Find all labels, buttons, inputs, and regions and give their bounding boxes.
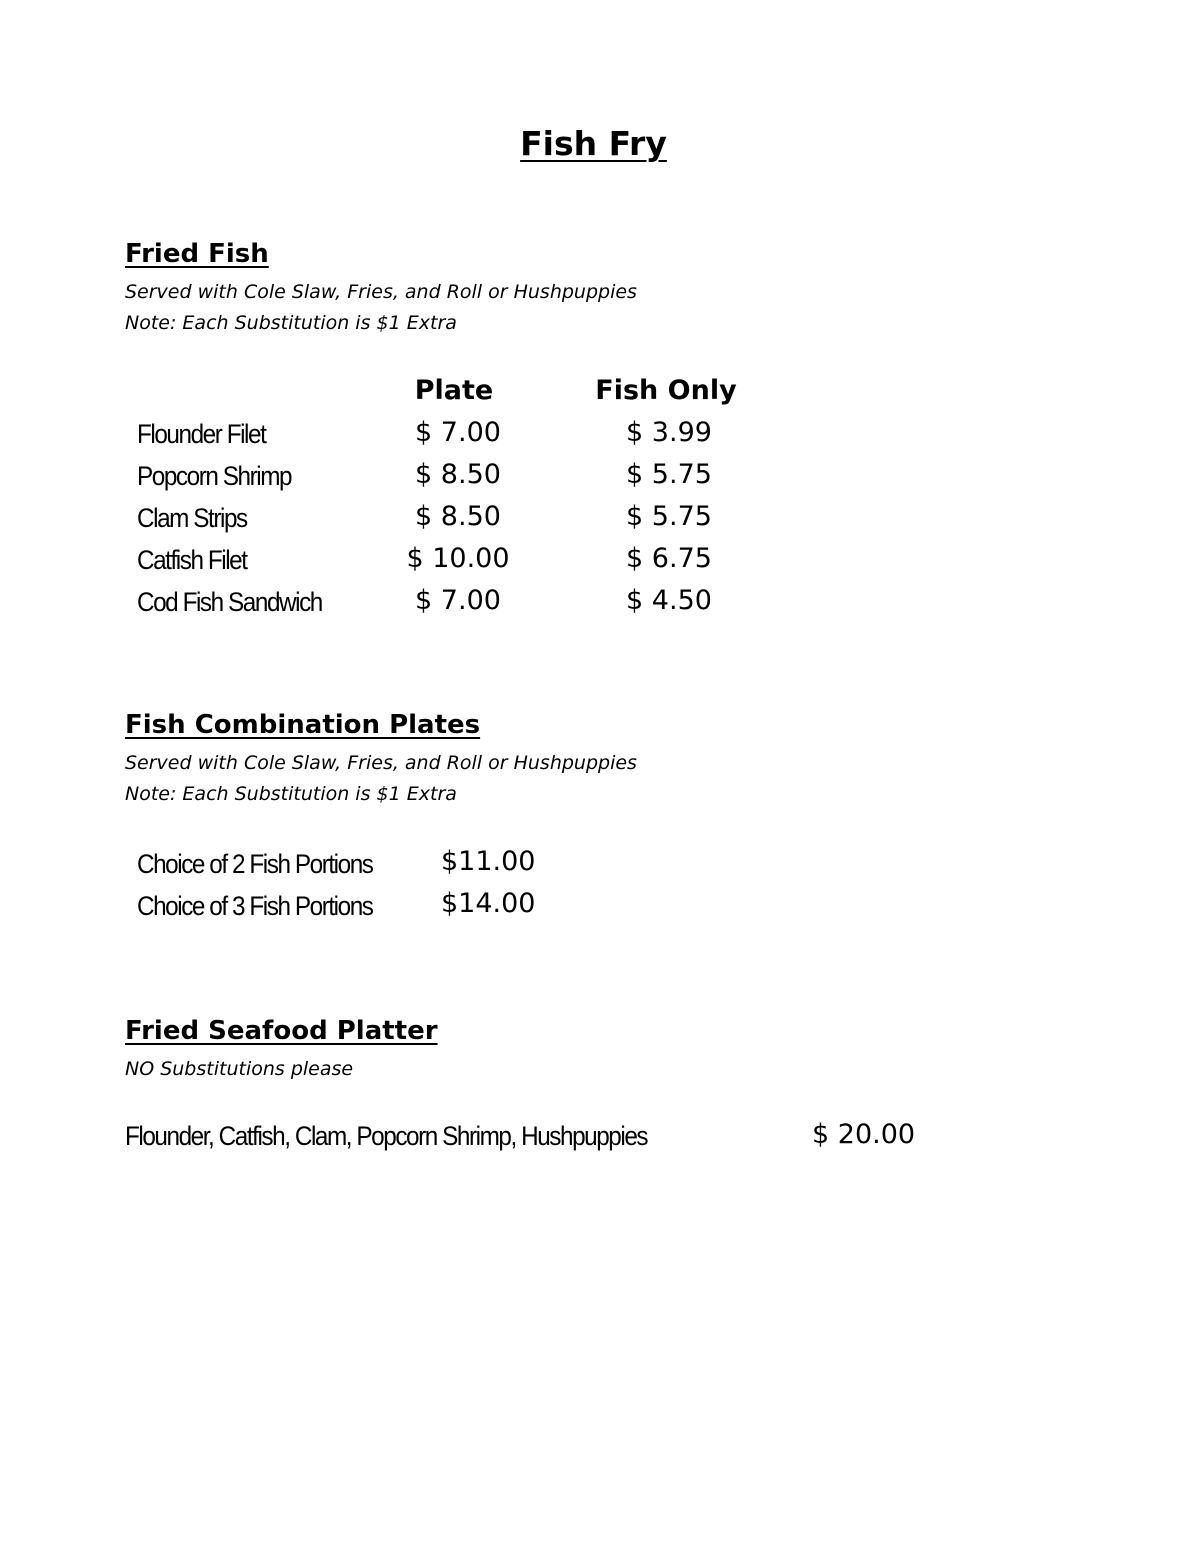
menu-item-name: Choice of 3 Fish Portions <box>137 891 373 921</box>
fish-only-price: $ 4.50 <box>626 585 712 616</box>
combination-price: $11.00 <box>441 846 536 877</box>
fried-fish-served-note: Served with Cole Slaw, Fries, and Roll or Hushpuppies <box>125 281 637 303</box>
menu-item-name: Clam Strips <box>137 503 247 533</box>
combination-heading: Fish Combination Plates <box>125 710 481 740</box>
fried-fish-heading: Fried Fish <box>125 239 269 269</box>
fish-only-price: $ 6.75 <box>626 543 712 574</box>
fish-only-column-header: Fish Only <box>595 375 737 406</box>
platter-heading: Fried Seafood Platter <box>125 1016 438 1046</box>
menu-item-name: Catfish Filet <box>137 545 247 575</box>
fried-fish-substitution-note: Note: Each Substitution is $1 Extra <box>125 312 457 334</box>
plate-price: $ 7.00 <box>415 585 501 616</box>
platter-price: $ 20.00 <box>812 1119 916 1150</box>
plate-column-header: Plate <box>414 375 494 406</box>
combination-price: $14.00 <box>441 888 536 919</box>
plate-price: $ 10.00 <box>406 543 510 574</box>
combination-substitution-note: Note: Each Substitution is $1 Extra <box>125 783 457 805</box>
menu-item-name: Cod Fish Sandwich <box>137 587 322 617</box>
menu-item-name: Flounder, Catfish, Clam, Popcorn Shrimp, Hushpuppies <box>125 1121 648 1151</box>
menu-item-name: Choice of 2 Fish Portions <box>137 849 373 879</box>
plate-price: $ 8.50 <box>415 459 501 490</box>
fish-only-price: $ 3.99 <box>626 417 712 448</box>
plate-price: $ 7.00 <box>415 417 501 448</box>
plate-price: $ 8.50 <box>415 501 501 532</box>
menu-item-name: Popcorn Shrimp <box>137 461 292 491</box>
fish-only-price: $ 5.75 <box>626 501 712 532</box>
platter-note: NO Substitutions please <box>125 1058 354 1080</box>
fish-only-price: $ 5.75 <box>626 459 712 490</box>
combination-served-note: Served with Cole Slaw, Fries, and Roll or Hushpuppies <box>125 752 637 774</box>
menu-item-name: Flounder Filet <box>137 419 266 449</box>
page-title: Fish Fry <box>520 124 667 163</box>
